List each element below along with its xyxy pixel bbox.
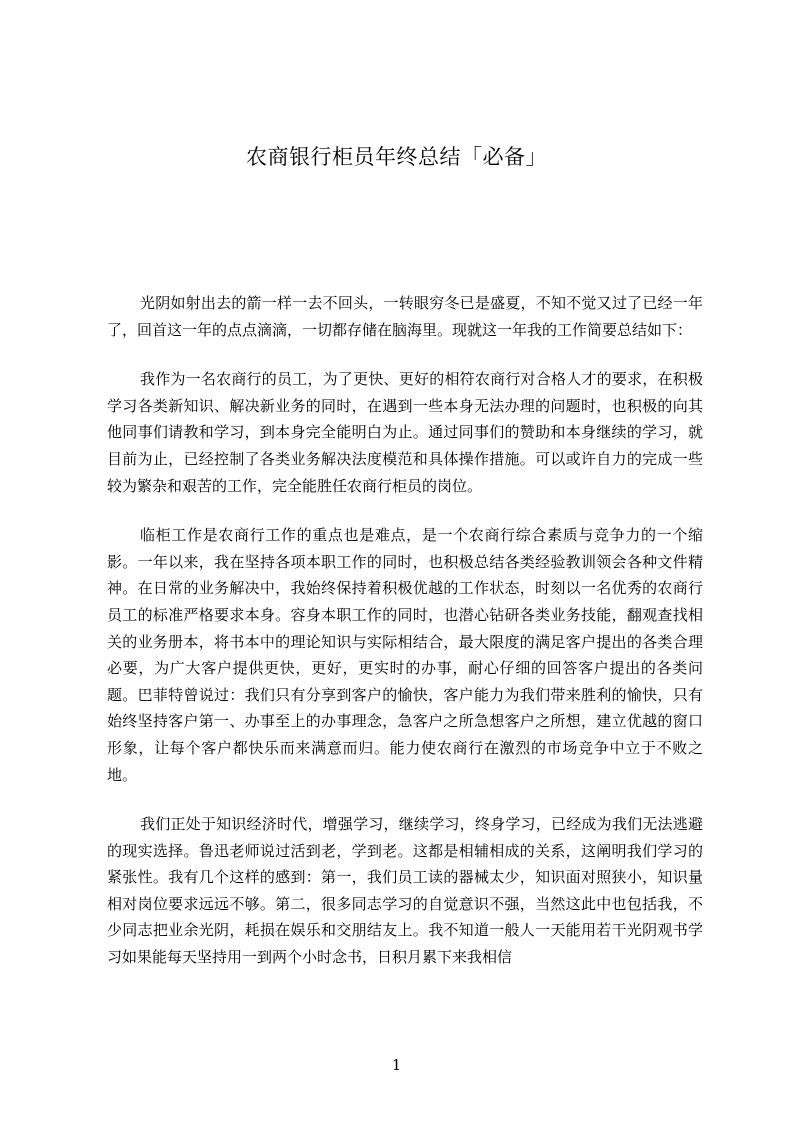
- document-title: 农商银行柜员年终总结「必备」: [246, 145, 547, 169]
- page-number: 1: [391, 1056, 402, 1074]
- paragraph-knowledge-economy: 我们正处于知识经济时代，增强学习，继续学习，终身学习，已经成为我们无法逃避的现实选择。鲁迅老师说过活到老，学到老。这都是相辅相成的关系，这阐明我们学习的紧张性。我有几个这样的感到：第一，我们员工读的器械太少，知识面对照狭小，知识量相对岗位要求远远不够。第二，很多同志学习的自觉意识不强，当然这此中也包括我，不少同志把业余光阴，耗损在娱乐和交朋结友上。我不知道一般人一天能用若干光阴观书学习如果能每天坚持用一到两个小时念书，日积月累下来我相信: [107, 815, 703, 967]
- paragraph-intro: 光阴如射出去的箭一样一去不回头，一转眼穷冬已是盛夏，不知不觉又过了已经一年了，回首这一年的点点滴滴，一切都存储在脑海里。现就这一年我的工作简要总结如下：: [107, 294, 703, 339]
- paragraph-counter-work: 临柜工作是农商行工作的重点也是难点，是一个农商行综合素质与竞争力的一个缩影。一年以来，我在坚持各项本职工作的同时，也积极总结各类经验教训领会各种文件精神。在日常的业务解决中，我始终保持着积极优越的工作状态，时刻以一名优秀的农商行员工的标准严格要求本身。容身本职工作的同时，也潜心钻研各类业务技能，翻观查找相关的业务册本，将书本中的理论知识与实际相结合，最大限度的满足客户提出的各类合理必要，为广大客户提供更快，更好，更实时的办事，耐心仔细的回答客户提出的各类问题。巴菲特曾说过：我们只有分享到客户的愉快，客户能力为我们带来胜利的愉快，只有始终坚持客户第一、办事至上的办事理念，急客户之所急想客户之所想，建立优越的窗口形象，让每个客户都快乐而来满意而归。能力使农商行在激烈的市场竞争中立于不败之地。: [107, 526, 703, 784]
- document-body: [107, 290, 703, 994]
- paragraph-learning: 我作为一名农商行的员工，为了更快、更好的相符农商行对合格人才的要求，在积极学习各类新知识、解决新业务的同时，在遇到一些本身无法办理的问题时，也积极的向其他同事们请教和学习，到本身完全能明白为止。通过同事们的赞助和本身继续的学习，就目前为止，已经控制了各类业务解决法度模范和具体操作措施。可以或许自力的完成一些较为繁杂和艰苦的工作，完全能胜任农商行柜员的岗位。: [107, 370, 703, 495]
